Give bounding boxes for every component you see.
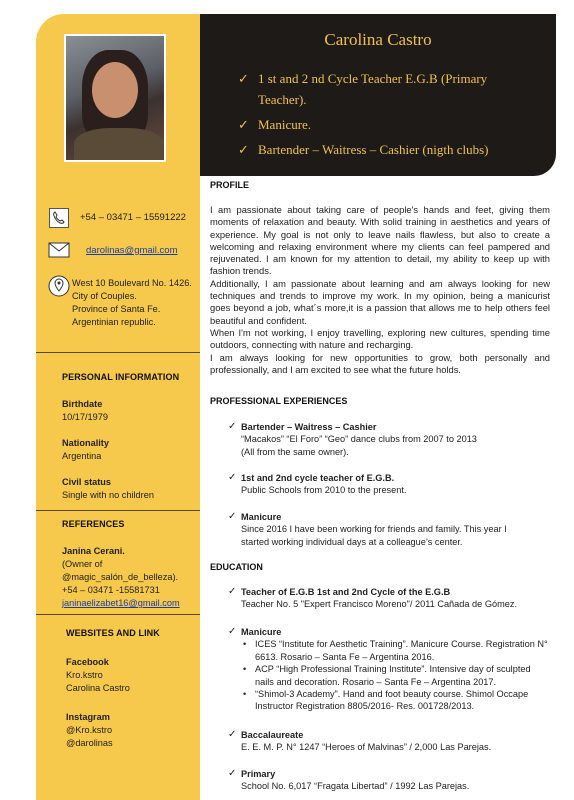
list-item: • ICES “Institute for Aesthetic Training”. Manicure Course. Registration N° 6613. Rosario – Santa Fe – Argentina 2016. [241, 638, 548, 663]
personal-info-title: PERSONAL INFORMATION [62, 372, 180, 382]
check-icon: ✓ [228, 626, 237, 637]
check-icon: ✓ [228, 472, 237, 483]
manicure-courses-list [228, 638, 548, 712]
education-item: ✓ Teacher of E.G.B 1st and 2nd Cycle of the E.G.B Teacher No. 5 "Expert Francisco Moreno"/ 2011 Cañada de Gómez. [228, 586, 517, 610]
check-icon: ✓ [238, 142, 249, 157]
person-name: Carolina Castro [324, 30, 432, 49]
education-title: EDUCATION [210, 562, 263, 572]
check-icon: ✓ [228, 729, 237, 740]
experience-title: PROFESSIONAL EXPERIENCES [210, 396, 348, 406]
divider [36, 510, 200, 511]
list-item: • ACP “High Professional Training Institute”. Intensive day of sculpted nails and decoration. Rosario – Santa Fe – Argentina 2017. [241, 663, 548, 688]
reference-email-link[interactable]: janinaelizabet16@gmail.com [62, 598, 180, 608]
check-icon: ✓ [238, 117, 249, 132]
check-icon: ✓ [238, 71, 249, 86]
education-item: ✓ Manicure • ICES “Institute for Aesthetic Training”. Manicure Course. Registration N° 6613. Rosario – Santa Fe – Argentina 2016. • ACP “High Professional Training Institute”. Intensive day of sculpted nails and decoration. Rosario – Santa Fe – Argentina 2017. • “Shimol-3 Academy”. Hand and foot beauty course. Shimol Occape Instructor Registration 8805/2016- Res. 001728/2013. [228, 626, 548, 713]
location-icon [46, 274, 72, 298]
phone-icon [46, 206, 72, 230]
check-icon: ✓ [228, 421, 237, 432]
profile-title: PROFILE [210, 180, 250, 190]
address-block: West 10 Boulevard No. 1426. City of Couples. Province of Santa Fe. Argentinian republic. [72, 278, 192, 327]
check-icon: ✓ [228, 586, 237, 597]
role-item: ✓ Manicure. [238, 114, 538, 135]
education-item: ✓ Baccalaureate E. E. M. P. N° 1247 “Heroes of Malvinas” / 2,000 Las Parejas. [228, 729, 492, 753]
divider [36, 614, 200, 615]
education-item: ✓ Primary School No. 6,017 “Fragata Libertad” / 1992 Las Parejas. [228, 768, 470, 792]
roles-list [238, 68, 538, 164]
profile-photo [64, 34, 166, 162]
email-link[interactable]: darolinas@gmail.com [86, 245, 178, 256]
experience-item: ✓ 1st and 2nd cycle teacher of E.G.B. Public Schools from 2010 to the present. [228, 472, 407, 496]
references-title: REFERENCES [62, 519, 125, 529]
list-item: • “Shimol-3 Academy”. Hand and foot beauty course. Shimol Occape Instructor Registration 8805/2016- Res. 001728/2013. [241, 688, 548, 713]
phone-text: +54 – 03471 – 15591222 [80, 212, 186, 223]
role-item: ✓ Bartender – Waitress – Cashier (nigth clubs) [238, 139, 538, 160]
mail-icon [46, 238, 72, 262]
role-item: ✓ 1 st and 2 nd Cycle Teacher E.G.B (Primary Teacher). [238, 68, 538, 110]
personal-info-block: Birthdate 10/17/1979 Nationality Argentina Civil status Single with no children [62, 399, 154, 500]
check-icon: ✓ [228, 511, 237, 522]
check-icon: ✓ [228, 768, 237, 779]
websites-block: Facebook Kro.kstro Carolina Castro Instagram @Kro.kstro @darolinas [66, 657, 130, 748]
experience-item: ✓ Manicure Since 2016 I have been working for friends and family. This year I started working individual days at a colleague’s center. [228, 511, 507, 547]
experience-item: ✓ Bartender – Waitress – Cashier “Macakos” “El Foro” “Geo” dance clubs from 2007 to 2013 (All from the same owner). [228, 421, 477, 457]
websites-title: WEBSITES AND LINK [66, 628, 160, 638]
profile-text: I am passionate about taking care of people's hands and feet, giving them moments of relaxation and beauty. With solid training in aesthetics and years of experience. My goal is not only to leave nails flawless, but also to create a welcoming and relaxing environment where my clients can feel pampered and rejuvenated. I am known for my attention to detail, my ability to keep up with fashion trends. Additionally, I am passionate about learning and am always looking for new techniques and trends to improve my work. In my opinion, being a manicurist goes beyond a job, what´s more,it is a passion that allows me to help others feel beautiful and confident. When I'm not working, I enjoy travelling, exploring new cultures, spending time outdoors, connecting with nature and recharging. I am always looking for new opportunities to grow, both personally and professionally, and I am excited to see what the future holds. [210, 204, 550, 375]
divider [36, 352, 200, 353]
references-block: Janina Cerani. (Owner of @magic_salón_de_belleza). +54 – 03471 -15581731 janinaelizabet16@gmail.com [62, 545, 198, 610]
